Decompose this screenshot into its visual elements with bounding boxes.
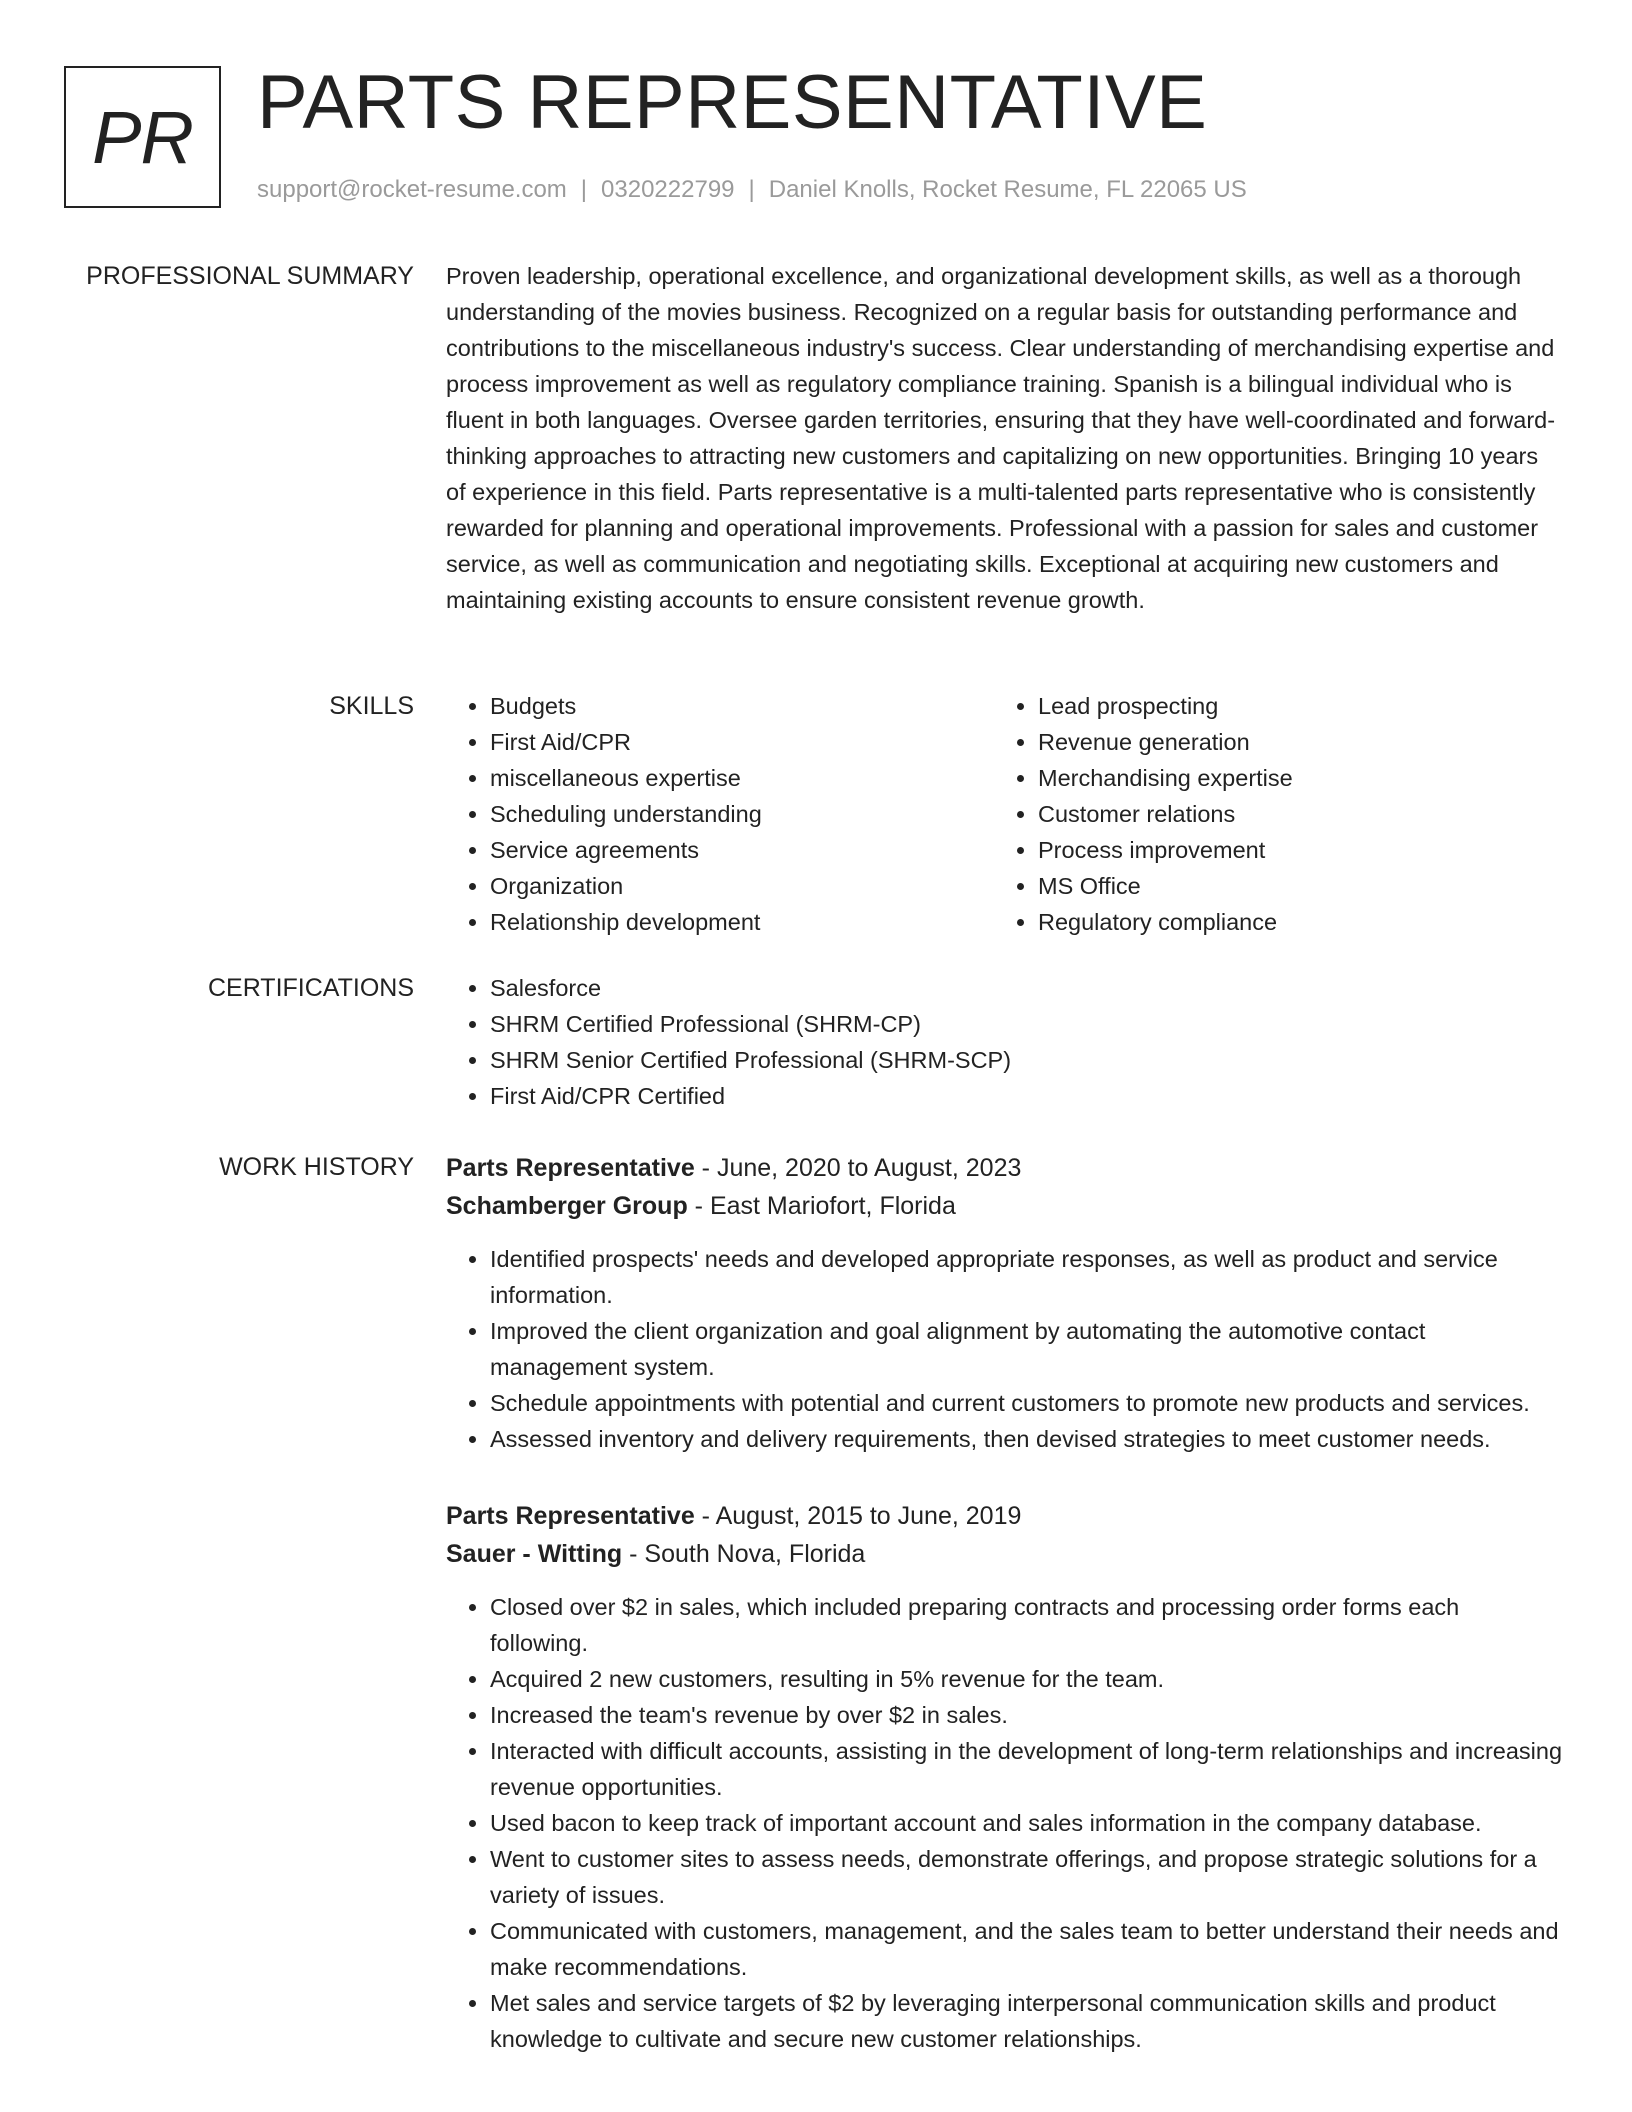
job-entry <box>446 1149 1562 1457</box>
job-company: Sauer - Witting <box>446 1540 623 1568</box>
skill-item: • Lead prospecting <box>1038 688 1542 724</box>
skill-item: • Customer relations <box>1038 796 1542 832</box>
skills-list-left <box>446 688 994 940</box>
contact-line <box>257 174 1247 206</box>
skill-item: • Merchandising expertise <box>1038 760 1542 796</box>
contact-phone: 0320222799 <box>601 176 735 203</box>
job-dates: - August, 2015 to June, 2019 <box>694 1502 1022 1530</box>
skill-item: • Budgets <box>490 688 994 724</box>
job-bullet: • Went to customer sites to assess needs, demonstrate offerings, and propose strategic solutions for a variety of issues. <box>490 1841 1562 1913</box>
contact-separator: | <box>580 176 588 203</box>
skill-item: • Revenue generation <box>1038 724 1542 760</box>
job-location: - South Nova, Florida <box>622 1540 866 1568</box>
skill-item: • Process improvement <box>1038 832 1542 868</box>
skill-item: • Service agreements <box>490 832 994 868</box>
certifications-list <box>446 970 1562 1114</box>
job-bullets <box>446 1589 1562 2057</box>
skill-item: • Scheduling understanding <box>490 796 994 832</box>
job-location: - East Mariofort, Florida <box>687 1192 956 1220</box>
certification-item: • SHRM Senior Certified Professional (SHRM-SCP) <box>490 1042 1562 1078</box>
skills-column-left <box>446 688 994 940</box>
job-bullet: • Identified prospects' needs and developed appropriate responses, as well as product and service information. <box>490 1241 1562 1313</box>
summary-body <box>446 258 1562 618</box>
resume-title: PARTS REPRESENTATIVE <box>257 60 1208 145</box>
certification-item: • First Aid/CPR Certified <box>490 1078 1562 1114</box>
job-bullet: • Assessed inventory and delivery requirements, then devised strategies to meet customer needs. <box>490 1421 1562 1457</box>
contact-address: Daniel Knolls, Rocket Resume, FL 22065 US <box>768 176 1247 203</box>
job-bullets <box>446 1241 1562 1457</box>
job-company-line <box>446 1187 1562 1225</box>
skills-column-right <box>994 688 1542 940</box>
job-bullet: • Acquired 2 new customers, resulting in 5% revenue for the team. <box>490 1661 1562 1697</box>
job-bullet: • Interacted with difficult accounts, assisting in the development of long-term relationships and increasing revenue opportunities. <box>490 1733 1562 1805</box>
job-entry <box>446 1497 1562 2057</box>
certification-item: • SHRM Certified Professional (SHRM-CP) <box>490 1006 1562 1042</box>
skills-list-right <box>994 688 1542 940</box>
job-bullet: • Used bacon to keep track of important account and sales information in the company database. <box>490 1805 1562 1841</box>
skill-item: • MS Office <box>1038 868 1542 904</box>
job-dates: - June, 2020 to August, 2023 <box>694 1154 1022 1182</box>
skill-item: • miscellaneous expertise <box>490 760 994 796</box>
skills-grid <box>446 688 1562 940</box>
section-title-work-history: WORK HISTORY <box>219 1153 414 1181</box>
certifications-body <box>446 970 1562 1114</box>
job-role: Parts Representative <box>446 1154 695 1182</box>
contact-email: support@rocket-resume.com <box>257 176 567 203</box>
contact-separator: | <box>748 176 755 203</box>
job-bullet: • Schedule appointments with potential and current customers to promote new products and services. <box>490 1385 1562 1421</box>
job-title-line <box>446 1497 1562 1535</box>
job-bullet: • Increased the team's revenue by over $2 in sales. <box>490 1697 1562 1733</box>
summary-text: Proven leadership, operational excellence, and organizational development skills, as well as a thorough understanding of the movies business. Recognized on a regular basis for outstanding performance and contributions to the miscellaneous industry's success. Clear understanding of merchandising expertise and process improvement as well as regulatory compliance training. Spanish is a bilingual individual who is fluent in both languages. Oversee garden territories, ensuring that they have well-coordinated and forward-thinking approaches to attracting new customers and capitalizing on new opportunities. Bringing 10 years of experience in this field. Parts representative is a multi-talented parts representative who is consistently rewarded for planning and operational improvements. Professional with a passion for sales and customer service, as well as communication and negotiating skills. Exceptional at acquiring new customers and maintaining existing accounts to ensure consistent revenue growth. <box>446 263 1556 613</box>
skill-item: • Regulatory compliance <box>1038 904 1542 940</box>
work-history-body <box>446 1149 1562 2071</box>
job-company-line <box>446 1535 1562 1573</box>
certification-item: • Salesforce <box>490 970 1562 1006</box>
job-role: Parts Representative <box>446 1502 695 1530</box>
job-title-line <box>446 1149 1562 1187</box>
skill-item: • First Aid/CPR <box>490 724 994 760</box>
monogram-initials: PR <box>92 95 193 179</box>
job-company: Schamberger Group <box>446 1192 688 1220</box>
job-bullet: • Closed over $2 in sales, which included preparing contracts and processing order forms each following. <box>490 1589 1562 1661</box>
skills-body <box>446 688 1562 940</box>
monogram-box <box>64 66 221 208</box>
job-bullet: • Met sales and service targets of $2 by leveraging interpersonal communication skills and product knowledge to cultivate and secure new customer relationships. <box>490 1985 1562 2057</box>
skill-item: • Relationship development <box>490 904 994 940</box>
section-title-summary: PROFESSIONAL SUMMARY <box>86 262 414 290</box>
section-title-certifications: CERTIFICATIONS <box>207 974 414 1002</box>
skill-item: • Organization <box>490 868 994 904</box>
section-title-skills: SKILLS <box>329 692 414 720</box>
job-bullet: • Improved the client organization and goal alignment by automating the automotive contact management system. <box>490 1313 1562 1385</box>
job-bullet: • Communicated with customers, management, and the sales team to better understand their needs and make recommendations. <box>490 1913 1562 1985</box>
